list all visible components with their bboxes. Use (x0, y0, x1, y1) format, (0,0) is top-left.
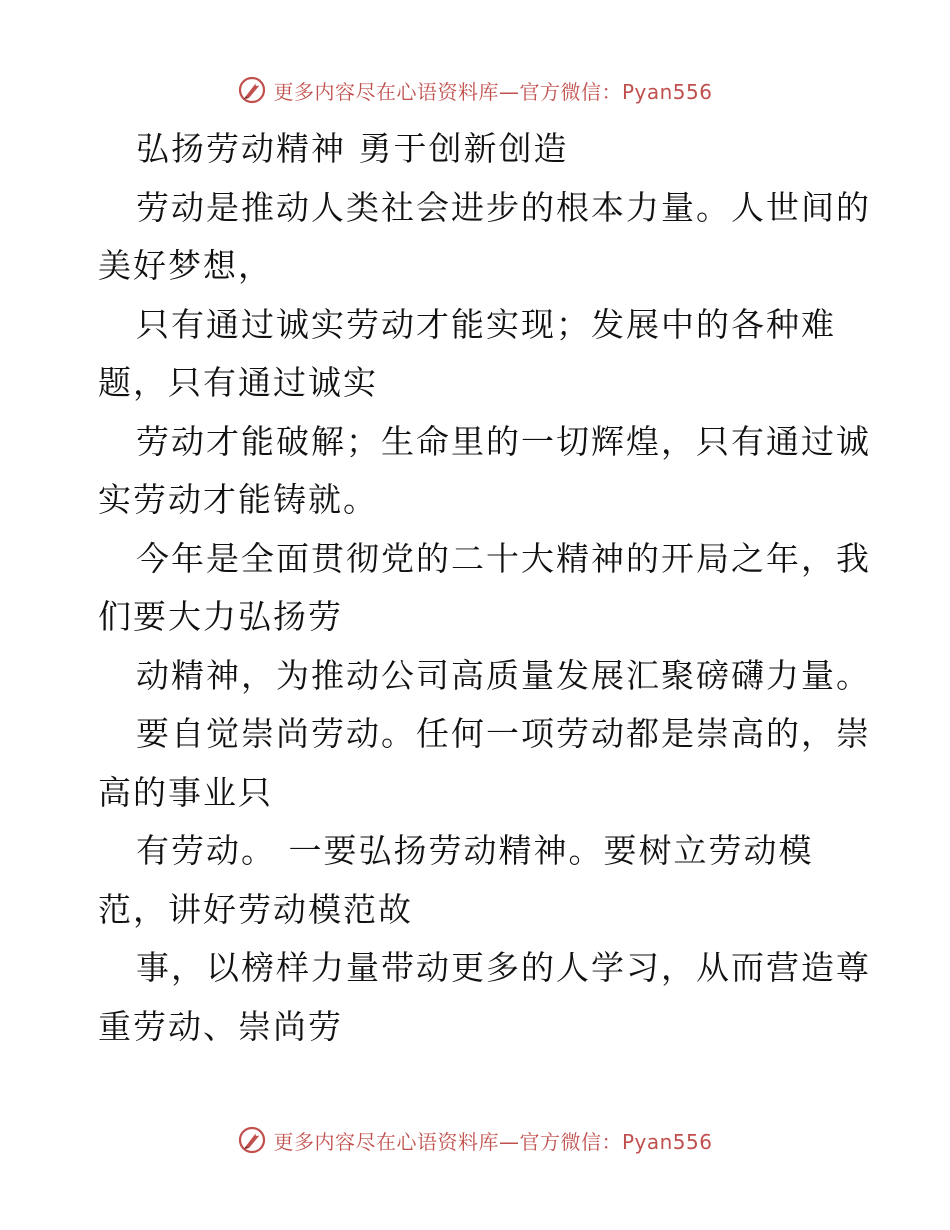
text-line: 题，只有通过诚实 (98, 363, 378, 402)
fountain-pen-logo-icon (237, 75, 267, 105)
fountain-pen-logo-icon (237, 1125, 267, 1155)
text-line: 劳动是推动人类社会进步的根本力量。人世间的 (136, 187, 871, 227)
text-line: 范，讲好劳动模范故 (98, 889, 413, 929)
text-line: 劳动才能破解；生命里的一切辉煌，只有通过诚 (136, 421, 871, 461)
text-line: 今年是全面贯彻党的二十大精神的开局之年，我 (136, 538, 871, 578)
text-line: 重劳动、崇尚劳 (98, 1006, 343, 1046)
footer-banner (0, 1120, 950, 1160)
header-banner (0, 70, 950, 110)
text-line: 要自觉崇尚劳动。任何一项劳动都是崇高的，崇 (136, 714, 871, 753)
document-body (98, 120, 871, 1056)
text-line: 只有通过诚实劳动才能实现；发展中的各种难 (136, 304, 836, 344)
header-banner-content (237, 75, 712, 105)
text-line: 事，以榜样力量带动更多的人学习，从而营造尊 (136, 948, 871, 987)
header-banner-text: 更多内容尽在心语资料库—官方微信：Pyan556 (273, 79, 713, 104)
text-line: 有劳动。 一要弘扬劳动精神。要树立劳动模 (136, 831, 814, 870)
text-line: 们要大力弘扬劳 (98, 597, 343, 636)
text-line: 实劳动才能铸就。 (98, 480, 378, 519)
document-title: 弘扬劳动精神 勇于创新创造 (136, 129, 569, 168)
text-line: 美好梦想， (98, 246, 273, 285)
footer-banner-content (237, 1125, 712, 1155)
text-line: 动精神，为推动公司高质量发展汇聚磅礴力量。 (136, 655, 871, 695)
footer-banner-text: 更多内容尽在心语资料库—官方微信：Pyan556 (273, 1129, 713, 1154)
text-line: 高的事业只 (98, 772, 273, 812)
